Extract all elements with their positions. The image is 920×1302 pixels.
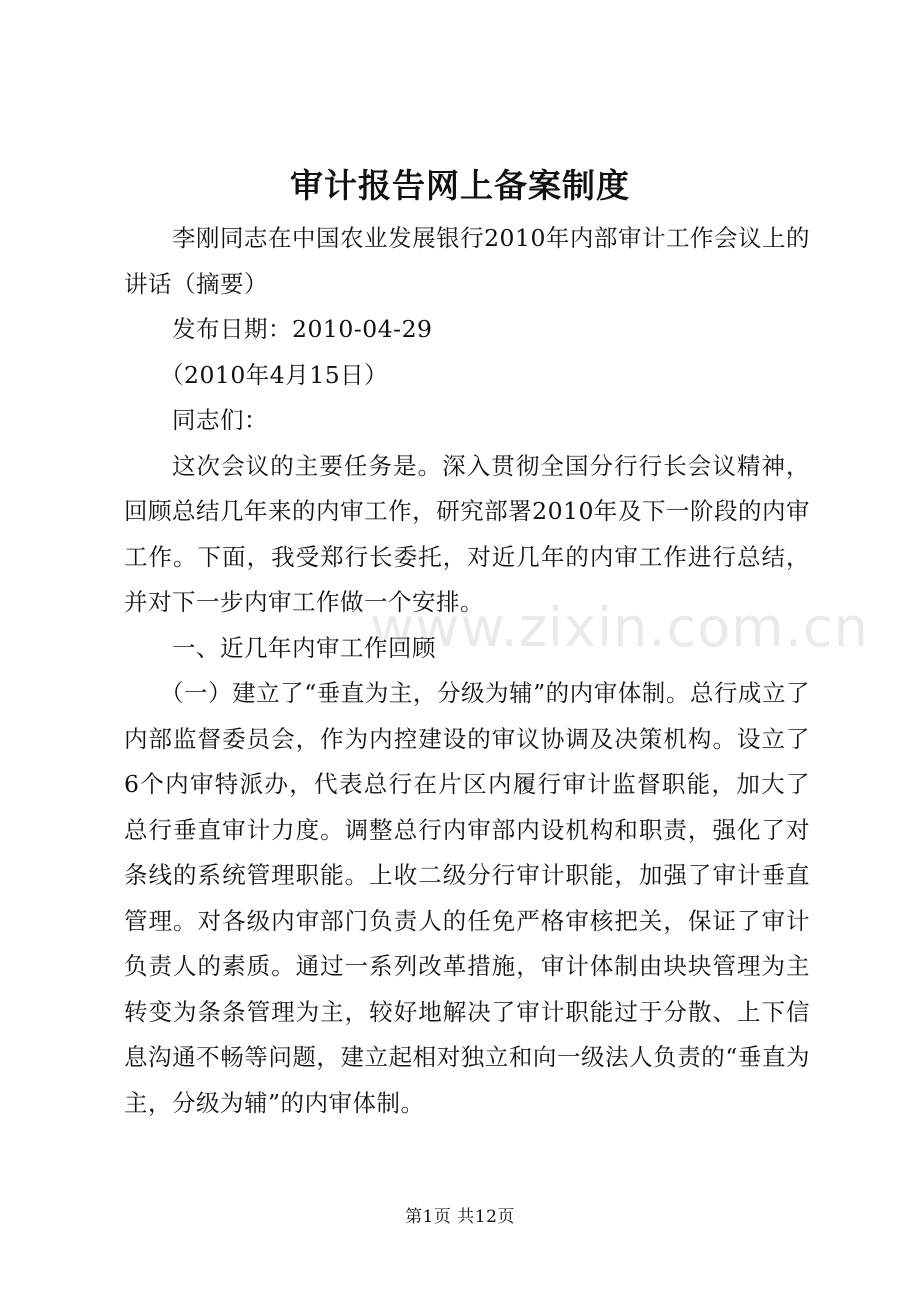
publish-date-paragraph: 发布日期：2010-04-29 (172, 315, 433, 343)
speech-date-paragraph: （2010年4月15日） (160, 360, 389, 389)
page-number-footer: 第1页 共12页 (405, 1207, 515, 1227)
salutation-paragraph: 同志们： (172, 406, 268, 434)
intro-paragraph: 这次会议的主要任务是。深入贯彻全国分行行长会议精神，回顾总结几年来的内审工作，研究部署2010年及下一阶段的内审工作。下面，我受郑行长委托，对近几年的内审工作进行总结，并对下一步内审工作做一个安排。 (124, 451, 810, 616)
document-body (124, 216, 810, 1126)
watermark: www.zixin.com.cn (370, 596, 869, 659)
speech-heading-paragraph: 李刚同志在中国农业发展银行2010年内部审计工作会议上的讲话（摘要） (124, 224, 810, 298)
body-paragraph: （一）建立了“垂直为主，分级为辅”的内审体制。总行成立了内部监督委员会，作为内控建设的审议协调及决策机构。设立了6个内审特派办，代表总行在片区内履行审计监督职能，加大了总行垂直审计力度。调整总行内审部内设机构和职责，强化了对条线的系统管理职能。上收二级分行审计职能，加强了审计垂直管理。对各级内审部门负责人的任免严格审核把关，保证了审计负责人的素质。通过一系列改革措施，审计体制由块块管理为主转变为条条管理为主，较好地解决了审计职能过于分散、上下信息沟通不畅等问题，建立起相对独立和向一级法人负责的“垂直为主，分级为辅”的内审体制。 (124, 679, 810, 1117)
section-heading: 一、近几年内审工作回顾 (172, 633, 436, 662)
document-title: 审计报告网上备案制度 (290, 166, 630, 205)
